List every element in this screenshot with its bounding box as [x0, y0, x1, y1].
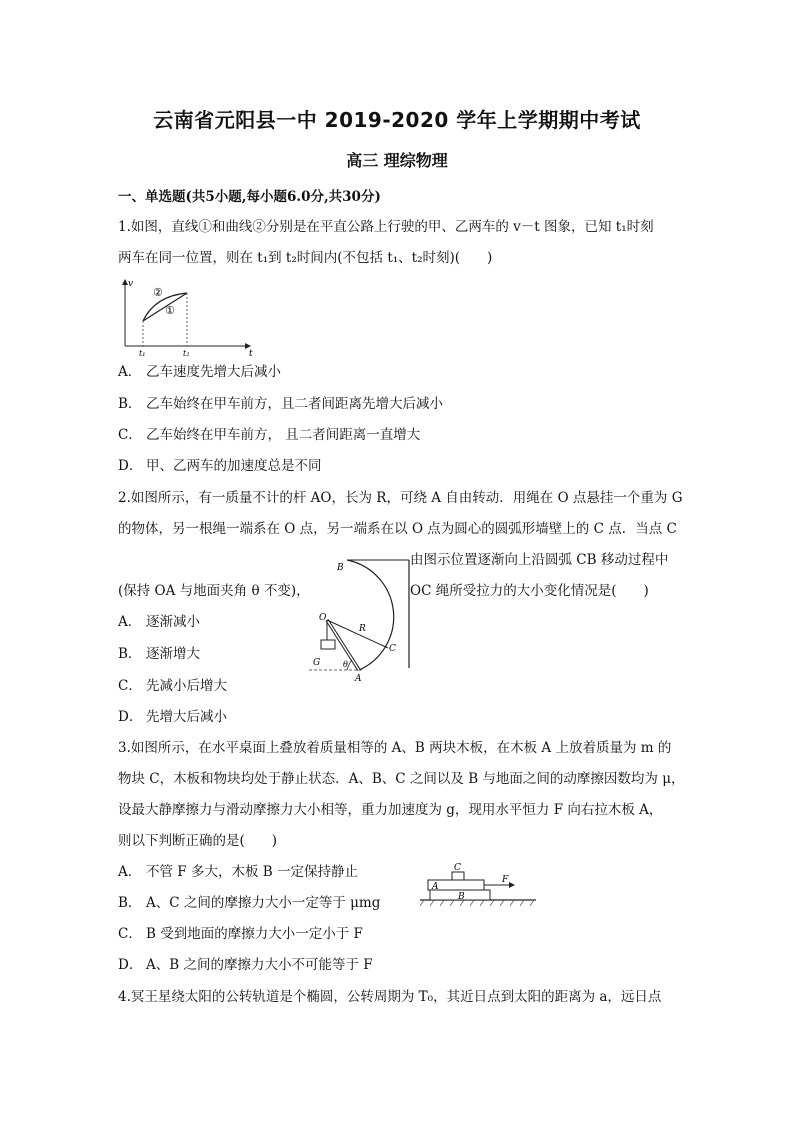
q3-block-c-label: C — [454, 863, 461, 873]
q2-rod-diagram — [305, 556, 413, 684]
q3-board-b-label: B — [458, 892, 465, 902]
q1-line-2: 两车在同一位置，则在 t₁到 t₂时间内(不包括 t₁、t₂时刻)( ) — [118, 250, 493, 266]
q2-point-c-label: C — [389, 644, 396, 654]
q3-board-a-label: A — [432, 882, 439, 892]
q2-point-a-label: A — [355, 674, 362, 684]
q2-line-3: 由图示位置逐渐向上沿圆弧 CB 移动过程中 — [410, 552, 669, 568]
section-heading: 一、单选题(共5小题,每小题6.0分,共30分) — [118, 189, 381, 205]
q3-option-d[interactable]: D． A、B 之间的摩擦力大小不可能等于 F — [118, 957, 373, 973]
q2-point-o-label: O — [319, 613, 327, 623]
q1-vt-graph — [115, 276, 255, 358]
q1-option-a[interactable]: A． 乙车速度先增大后减小 — [118, 364, 281, 380]
q1-option-b[interactable]: B． 乙车始终在甲车前方，且二者间距离先增大后减小 — [118, 396, 443, 412]
q2-weight-label: G — [313, 658, 321, 668]
q1-axis-v-label: v — [128, 279, 134, 289]
q3-line-2: 物块 C，木板和物块均处于静止状态．A、B、C 之间以及 B 与地面之间的动摩擦因数均为 μ， — [118, 771, 685, 787]
q3-option-b[interactable]: B． A、C 之间的摩擦力大小一定等于 μmg — [118, 895, 381, 911]
q2-line-4a: (保持 OA 与地面夹角 θ 不变)， — [118, 583, 310, 599]
q4-line-1: 4.冥王星绕太阳的公转轨道是个椭圆，公转周期为 T₀，其近日点到太阳的距离为 a，远日点 — [118, 989, 662, 1005]
q1-axis-t-label: t — [249, 349, 253, 358]
q3-line-4: 则以下判断正确的是( ) — [118, 833, 278, 849]
q1-line-1: 1.如图，直线①和曲线②分别是在平直公路上行驶的甲、乙两车的 v－t 图象，已知 t₁时刻 — [118, 219, 654, 235]
q1-curve-2-label: ② — [153, 286, 163, 299]
q1-t1-label: t₁ — [139, 349, 146, 358]
q2-option-a[interactable]: A． 逐渐减小 — [118, 614, 200, 630]
q3-option-c[interactable]: C． B 受到地面的摩擦力大小一定小于 F — [118, 926, 363, 942]
q3-stacked-boards-diagram — [418, 858, 538, 910]
q2-option-b[interactable]: B． 逐渐增大 — [118, 646, 200, 662]
q1-t2-label: t₂ — [183, 349, 190, 358]
q3-line-1: 3.如图所示，在水平桌面上叠放着质量相等的 A、B 两块木板，在木板 A 上放着质量为 m 的 — [118, 740, 672, 756]
q2-option-c[interactable]: C． 先减小后增大 — [118, 678, 227, 694]
q3-line-3: 设最大静摩擦力与滑动摩擦力大小相等，重力加速度为 g，现用水平恒力 F 向右拉木板 A， — [118, 802, 663, 818]
q2-line-1: 2.如图所示，有一质量不计的杆 AO，长为 R，可绕 A 自由转动．用绳在 O 点悬挂一个重为 G — [118, 490, 683, 506]
q3-option-a[interactable]: A． 不管 F 多大，木板 B 一定保持静止 — [118, 864, 358, 880]
q2-angle-label: θ — [343, 660, 348, 669]
q1-option-d[interactable]: D． 甲、乙两车的加速度总是不同 — [118, 458, 322, 474]
q2-option-d[interactable]: D． 先增大后减小 — [118, 709, 227, 725]
q2-point-b-label: B — [337, 563, 344, 573]
page-title: 云南省元阳县一中 2019-2020 学年上学期期中考试 — [153, 108, 641, 132]
q2-radius-label: R — [359, 624, 366, 634]
q2-line-2: 的物体，另一根绳一端系在 O 点，另一端系在以 O 点为圆心的圆弧形墙壁上的 C 点．当点 C — [118, 521, 677, 537]
page-subtitle: 高三 理综物理 — [346, 151, 448, 170]
q3-force-f-label: F — [502, 875, 509, 885]
q2-line-4b: OC 绳所受拉力的大小变化情况是( ) — [410, 583, 649, 599]
q1-option-c[interactable]: C． 乙车始终在甲车前方， 且二者间距离一直增大 — [118, 427, 421, 443]
q1-curve-1-label: ① — [165, 304, 175, 317]
